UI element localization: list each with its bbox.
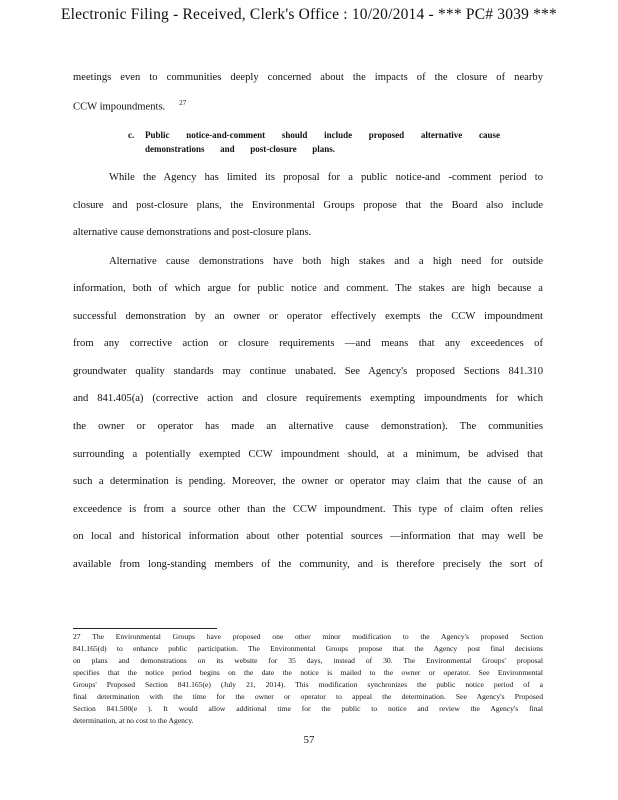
footnote-line: Section 841.500(e ). It would allow additional time for the public to notice and review the Agency's final: [73, 704, 543, 713]
paragraph-line: successful demonstration by an owner or operator effectively exempts the CCW impoundment: [73, 311, 543, 322]
paragraph-line: available from long-standing members of the community, and is therefore precisely the sort of: [73, 559, 543, 570]
footnote-line: 27 The Environmental Groups have proposed one other minor modification to the Agency's proposed Section: [73, 632, 543, 641]
paragraph-line: from any corrective action or closure requirements —and means that any exceedences of: [73, 338, 543, 349]
footnote-line: 841.165(d) to enhance public participation. The Environmental Groups propose that the Agency post final decisions: [73, 644, 543, 653]
subheading-label: c.: [128, 130, 135, 140]
paragraph-line: While the Agency has limited its proposal for a public notice-and -comment period to: [109, 172, 543, 183]
body-line-text: CCW impoundments.: [73, 101, 166, 113]
footnote-line: determination, at no cost to the Agency.: [73, 716, 194, 725]
footnote-line: final determination with the time for the owner or operator to appeal the determination. See Agency's Proposed: [73, 692, 543, 701]
subheading-line: demonstrations and post-closure plans.: [145, 144, 335, 154]
paragraph-line: alternative cause demonstrations and post-closure plans.: [73, 227, 312, 238]
paragraph-line: the owner or operator has made an alternative cause demonstration). The communities: [73, 421, 543, 432]
paragraph-line: surrounding a potentially exempted CCW impoundment should, at a minimum, be advised that: [73, 449, 543, 460]
footnote-reference: 27: [179, 99, 187, 107]
body-line: meetings even to communities deeply concerned about the impacts of the closure of nearby: [73, 72, 543, 83]
footnote-line: on plans and demonstrations on its website for 35 days, instead of 30. The Environmental Groups' proposal: [73, 656, 543, 665]
paragraph-line: information, both of which argue for public notice and comment. The stakes are high because a: [73, 283, 543, 294]
paragraph-line: groundwater quality standards may continue unabated. See Agency's proposed Sections 841.310: [73, 366, 543, 377]
paragraph-line: and 841.405(a) (corrective action and closure requirements exempting impoundments for which: [73, 393, 543, 404]
paragraph-line: exceedence is from a source other than the CCW impoundment. This type of claim often relies: [73, 504, 543, 515]
footnote-line: specifies that the notice period begins on the date the notice is mailed to the owner or operator. See Environmental: [73, 668, 543, 677]
paragraph-line: Alternative cause demonstrations have both high stakes and a high need for outside: [109, 256, 543, 267]
footnote-separator: [73, 628, 217, 629]
subheading-line: Public notice-and-comment should include proposed alternative cause: [145, 130, 500, 140]
electronic-filing-header: Electronic Filing - Received, Clerk's Office : 10/20/2014 - *** PC# 3039 ***: [61, 6, 557, 23]
paragraph-line: such a determination is pending. Moreover, the owner or operator may claim that the cause of an: [73, 476, 543, 487]
page-number: 57: [303, 734, 315, 746]
footnote-line: Groups' Proposed Section 841.165(e) (July 21, 2014). This modification synchronizes the public notice period of a: [73, 680, 543, 689]
paragraph-line: on local and historical information about other potential sources —information that may well be: [73, 531, 543, 542]
body-line: [73, 99, 186, 113]
paragraph-line: closure and post-closure plans, the Environmental Groups propose that the Board also include: [73, 200, 543, 211]
